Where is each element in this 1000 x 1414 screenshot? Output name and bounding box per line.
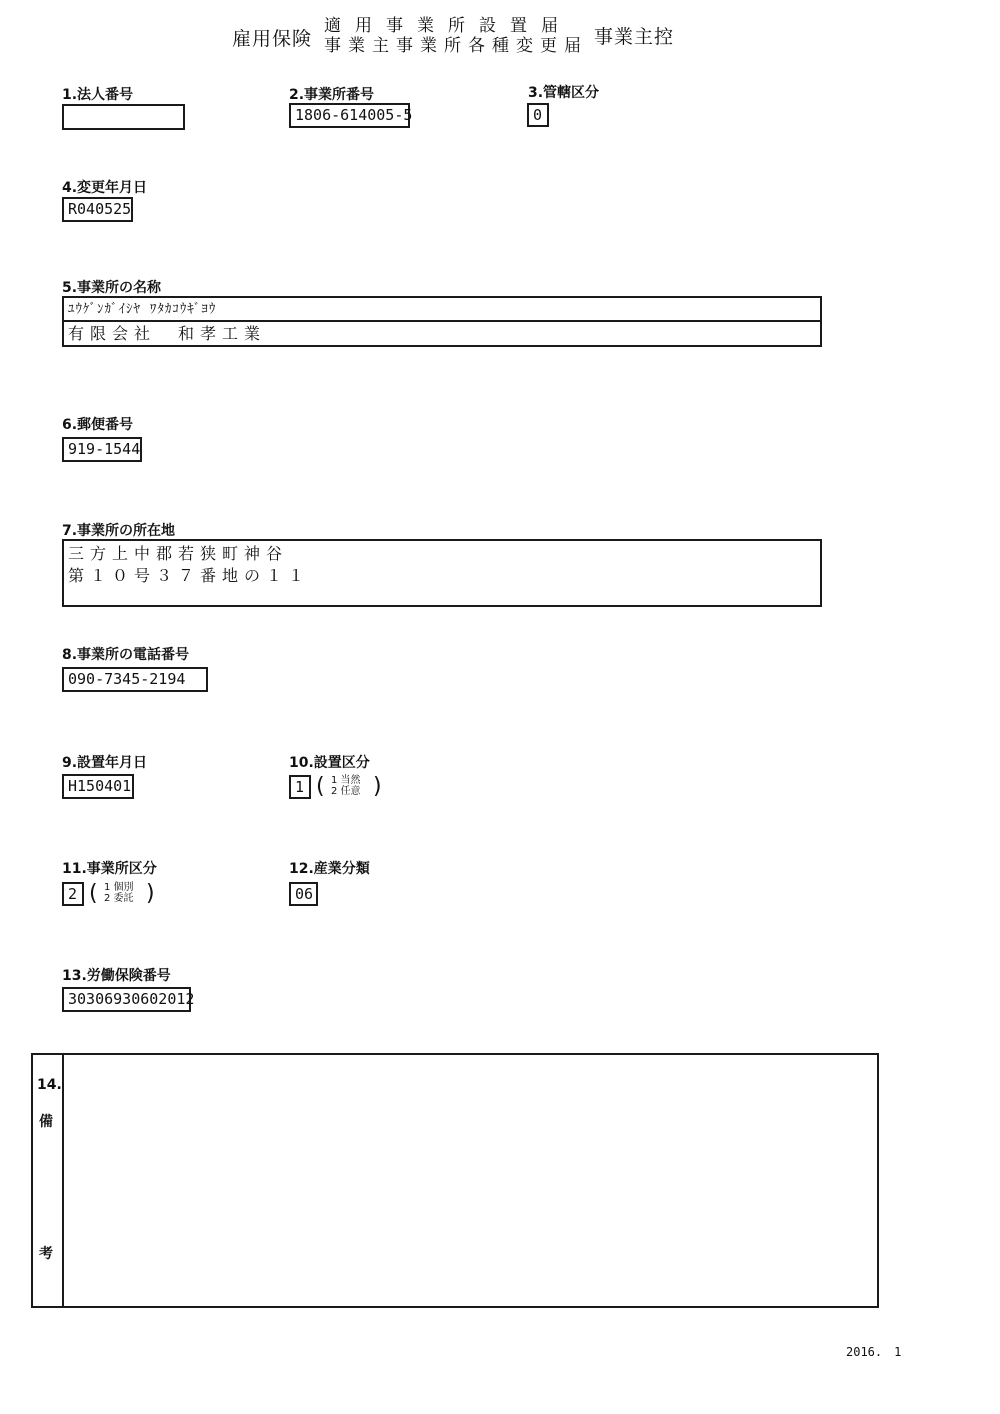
- address-line2: 第１０号３７番地の１１: [68, 566, 311, 585]
- setup-category-options: [331, 775, 361, 797]
- remarks-label-column: [33, 1055, 64, 1306]
- setup-category-paren-close: ): [373, 774, 382, 799]
- form-title-prefix: 雇用保険: [232, 28, 313, 50]
- remarks-section: [31, 1053, 879, 1308]
- phone-label: 8.事業所の電話番号: [62, 647, 190, 663]
- office-category-options: [104, 882, 134, 904]
- remarks-char-kou: 考: [39, 1246, 53, 1262]
- address-line1: 三方上中郡若狭町神谷: [68, 544, 289, 563]
- postal-code-label: 6.郵便番号: [62, 417, 134, 433]
- change-date-field[interactable]: R040525: [62, 197, 133, 222]
- labor-insurance-label: 13.労働保険番号: [62, 968, 171, 984]
- address-label: 7.事業所の所在地: [62, 523, 176, 539]
- setup-option-1: 1 当然: [331, 775, 361, 786]
- form-title-line1: 適用事業所設置届: [324, 16, 572, 36]
- setup-option-2: 2 任意: [331, 786, 361, 797]
- industry-label: 12.産業分類: [289, 861, 370, 877]
- setup-category-paren-open: (: [316, 774, 325, 799]
- office-number-label: 2.事業所番号: [289, 87, 375, 103]
- office-option-2: 2 委託: [104, 893, 134, 904]
- form-title-stack: [324, 16, 588, 56]
- office-category-field[interactable]: 2: [62, 882, 84, 906]
- address-field[interactable]: [62, 539, 822, 607]
- remarks-number: 14.: [37, 1077, 62, 1093]
- corp-number-label: 1.法人番号: [62, 87, 134, 103]
- jurisdiction-label: 3.管轄区分: [528, 85, 600, 101]
- corp-number-field[interactable]: [62, 104, 185, 130]
- change-date-label: 4.変更年月日: [62, 180, 148, 196]
- form-title-suffix: 事業主控: [594, 26, 675, 48]
- office-name-kana-field[interactable]: ﾕｳｹﾞﾝｶﾞｲｼﾔ ﾜﾀｶｺｳｷﾞﾖｳ: [62, 296, 822, 322]
- office-category-label: 11.事業所区分: [62, 861, 157, 877]
- labor-insurance-field[interactable]: 30306930602012: [62, 987, 191, 1012]
- remarks-content[interactable]: [65, 1055, 875, 1306]
- office-category-paren-close: ): [146, 881, 155, 906]
- office-name-kanji-field[interactable]: 有限会社 和孝工業: [62, 320, 822, 347]
- form-version: 2016. 1: [846, 1345, 902, 1359]
- setup-category-field[interactable]: 1: [289, 775, 311, 799]
- office-category-paren-open: (: [89, 881, 98, 906]
- setup-category-label: 10.設置区分: [289, 755, 370, 771]
- industry-field[interactable]: 06: [289, 882, 318, 906]
- office-name-label: 5.事業所の名称: [62, 280, 162, 296]
- phone-field[interactable]: 090-7345-2194: [62, 667, 208, 692]
- established-date-field[interactable]: H150401: [62, 774, 134, 799]
- form-title-line2: 事業主事業所各種変更届: [324, 36, 588, 56]
- jurisdiction-field[interactable]: 0: [527, 103, 549, 127]
- remarks-char-bi: 備: [39, 1114, 53, 1130]
- office-option-1: 1 個別: [104, 882, 134, 893]
- postal-code-field[interactable]: 919-1544: [62, 437, 142, 462]
- established-date-label: 9.設置年月日: [62, 755, 148, 771]
- office-number-field[interactable]: 1806-614005-5: [289, 103, 410, 128]
